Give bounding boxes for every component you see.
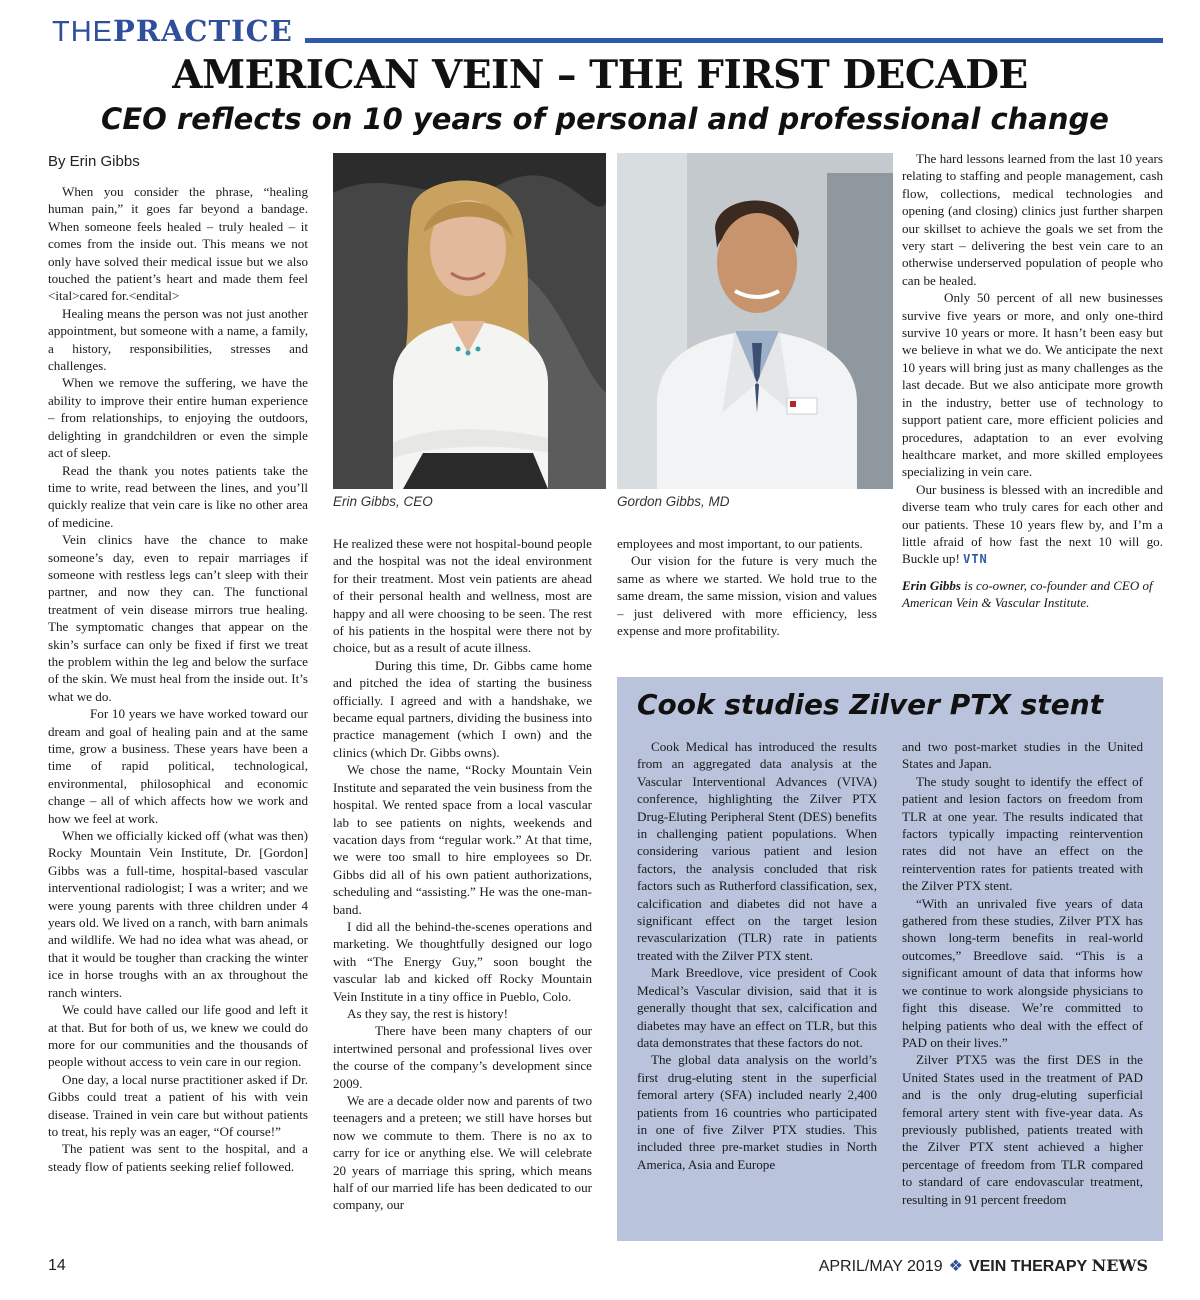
paragraph: There have been many chapters of our intertwined personal and professional lives over the course of the company’s development since 2009. [333,1023,592,1091]
paragraph: We are a decade older now and parents of two teenagers and a preteen; we still have horses but now we commute to them. There is no ax to carry for ice or anything else. We will celebrate 20 years of marriage this spring, which means half of our married life has been dedicated to our company, our [333,1093,592,1213]
paragraph: He realized these were not hospital-bound people and the hospital was not the ideal environment for their treatment. Most vein patients are ahead of their personal health and wellness, most are happy and all were choosing to be seen. The rest of his patients in the hospital were there not by choice, but as a result of acute illness. [333,536,592,656]
paragraph: Read the thank you notes patients take the time to write, read between the lines, and you’ll quickly realize that vein care is like no other area of medicine. [48,462,308,530]
paragraph: When we officially kicked off (what was then) Rocky Mountain Vein Institute, Dr. [Gordon] Gibbs was a full-time, hospital-based vascular interventional radiologist; I was a writer; and we were young parents with three children under 4 years old. We lived on a ranch, with barn animals and wildlife. We had no idea what was ahead, or that it would be tougher than cracking the winter ice in horse troughs with an ax throughout the ranch winters. [48,828,308,1000]
diamond-icon: ❖ [948,1258,963,1275]
publication-name-news: NEWS [1091,1256,1148,1275]
article-column-1 [48,183,308,1175]
article-column-3 [617,535,877,639]
paragraph: and two post-market studies in the United States and Japan. [902,739,1143,772]
paragraph: Mark Breedlove, vice president of Cook Medical’s Vascular division, said that it is generally thought that sex, calcification and diabetes may have an effect on TLR, but this data demonstrates that these factors do not. [637,965,877,1050]
paragraph: Healing means the person was not just another appointment, but someone with a name, a family, a history, responsibilities, stresses and challenges. [48,305,308,374]
paragraph: Cook Medical has introduced the results from an aggregated data analysis at the Vascular Interventional Advances (VIVA) conference, highlighting the Zilver PTX Drug-Eluting Peripheral Stent (DES) benefits in challenging patient populations. When considering various patient and lesion factors, the analysis concluded that risk factors such as Rutherford classification, sex, calcification and diabetes did not have a significant effect on the target lesion revascularization (TLR) rate in patients treated with the Zilver PTX stent. [637,739,877,963]
section-label [52,14,293,49]
paragraph [902,481,1163,569]
paragraph: We could have called our life good and left it at that. But for both of us, we knew we could do more for our communities and the thousands of people without access to vein care in our region. [48,1002,308,1070]
sidebar-column-1 [637,738,877,1173]
paragraph: I did all the behind-the-scenes operations and marketing. We thoughtfully designed our logo with “The Energy Guy,” soon bought the vascular lab and kicked off Rocky Mountain Vein Institute in a tiny office in Pueblo, Colo. [333,918,592,1004]
headline: AMERICAN VEIN – THE FIRST DECADE [172,52,1028,98]
byline: By Erin Gibbs [48,153,140,170]
footer-issue-line [819,1256,1148,1276]
paragraph: The hard lessons learned from the last 10 years relating to staffing and people management, cash flow, collections, medical technologies and opening (and closing) clinics just further sharpen our skillset to achieve the goals we set from the very start – delivering the best vein care to an otherwise underserved population of people who can be healed. [902,151,1163,288]
paragraph: For 10 years we have worked toward our dream and goal of healing pain and at the same time, grow a business. These years have been a time of rapid political, technological, environmental, philosophical and economic change – all of which affects how we work and how we feel at work. [48,706,308,826]
paragraph: employees and most important, to our patients. [617,536,863,551]
end-mark: VTN [963,552,988,567]
paragraph: Only 50 percent of all new businesses survive five years or more, and only one-third survive 10 years or more. It hasn’t been easy but we believe in what we do. We anticipate the next 10 years will bring just as many challenges as the last decade. But we also anticipate more growth in the industry, better use of technology to support patient care, more efficient policies and procedures, adaptation to an ever evolving healthcare market, and more skilled employees specializing in vein care. [902,290,1163,480]
paragraph: During this time, Dr. Gibbs came home and pitched the idea of starting the business officially. I agreed and with a handshake, we became equal partners, dividing the business into practice management (which I own) and the clinics (which Dr. Gibbs owns). [333,657,592,760]
paragraph: We chose the name, “Rocky Mountain Vein Institute and separated the vein business from the hospital. We rented space from a local vascular lab to see patients on nights, weekends and vacation days from “regular work.” At that time, we were too small to hire employees so Dr. Gibbs did all of his own patient authorizations, scheduling and “assisting.” He was the one-man-band. [333,762,592,917]
paragraph: As they say, the rest is history! [347,1005,508,1021]
photo-gordon-gibbs [617,153,893,489]
subheadline: CEO reflects on 10 years of personal and professional change [101,102,1109,136]
paragraph: The global data analysis on the world’s first drug-eluting stent in the superficial femoral artery (SFA) included nearly 2,400 patients from 16 countries who participated in one of five Zilver PTX studies. This included three pre-market studies in North America, Asia and Europe [637,1052,877,1172]
portrait-woman-illustration [333,153,606,489]
sidebar-column-2 [902,738,1143,1208]
paragraph: When we remove the suffering, we have the ability to improve their entire human experience – from relationships, to enjoying the outdoors, delighting in grandchildren or even the simple act of sleep. [48,375,308,461]
sidebar-title: Cook studies Zilver PTX stent [637,688,1104,721]
photo-caption-gordon: Gordon Gibbs, MD [617,494,730,509]
header-rule [305,38,1163,43]
paragraph: Zilver PTX5 was the first DES in the United States used in the treatment of PAD and is the only drug-eluting superficial femoral artery stent with five-year data. As previously published, patients treated with the Zilver PTX stent achieved a higher percentage of freedom from TLR compared to standard of care endovascular treatment, resulting in 91 percent freedom [902,1052,1143,1207]
issue-date: APRIL/MAY 2019 [818,1258,943,1275]
paragraph: Our vision for the future is very much the same as where we started. We hold true to the same dream, the same mission, vision and values – just delivered with more efficiency, less expense and more profitability. [617,553,877,639]
paragraph: One day, a local nurse practitioner asked if Dr. Gibbs could treat a patient of his with vein disease. Trained in vein care but without patients to treat, his reply was an eager, “Of course!” [48,1071,308,1139]
section-label-bold: PRACTICE [113,14,293,48]
paragraph: Vein clinics have the chance to make someone’s day, even to repair marriages if someone with restless legs can’t sleep with their partner, and now they can. The functional treatment of vein disease mirrors true healing. The symptomatic changes that appear on the skin’s surface can only be fixed if first we treat the problem within the leg and below the surface of the skin. We must heal from the inside out. It’s what we do. [48,532,308,704]
author-bio-name: Erin Gibbs [902,577,961,593]
section-label-light: THE [52,16,113,48]
paragraph: The study sought to identify the effect of patient and lesion factors on freedom from TLR at one year. The results indicated that factors typically impacting reintervention rates did not have an effect on the reintervention rates for patients treated with the Zilver PTX stent. [902,773,1143,894]
portrait-man-illustration [617,153,893,489]
article-column-2 [333,535,592,1214]
page-number: 14 [48,1257,66,1274]
paragraph: When you consider the phrase, “healing human pain,” it goes far beyond a bandage. When someone feels healed – truly healed – it comes from the inside out. This means we not only have solved their medical issue but we also touched the patient’s heart and made them feel <ital>cared for.<endital> [48,184,308,304]
closing-paragraph-text: Our business is blessed with an incredible and diverse team who truly cares for each other and our patients. These 10 years flew by, and I’m a little afraid of how fast the next 10 will go. Buckle up! [902,481,1163,567]
publication-name: VEIN THERAPY [968,1258,1088,1275]
paragraph: “With an unrivaled five years of data gathered from these studies, Zilver PTX has shown long-term benefits in real-world outcomes,” Breedlove said. “This is a significant amount of data that informs how we continue to work alongside physicians to fight this disease. We’re committed to helping patients who deal with the effect of PAD on their lives.” [902,895,1143,1050]
paragraph: The patient was sent to the hospital, and a steady flow of patients seeking relief followed. [48,1141,308,1174]
author-bio-text: is co-owner, co-founder and CEO of American Vein & Vascular Institute. [902,577,1153,610]
photo-erin-gibbs [333,153,606,489]
author-bio [902,577,1163,611]
photo-caption-erin: Erin Gibbs, CEO [333,494,433,509]
article-column-4 [902,150,1163,611]
